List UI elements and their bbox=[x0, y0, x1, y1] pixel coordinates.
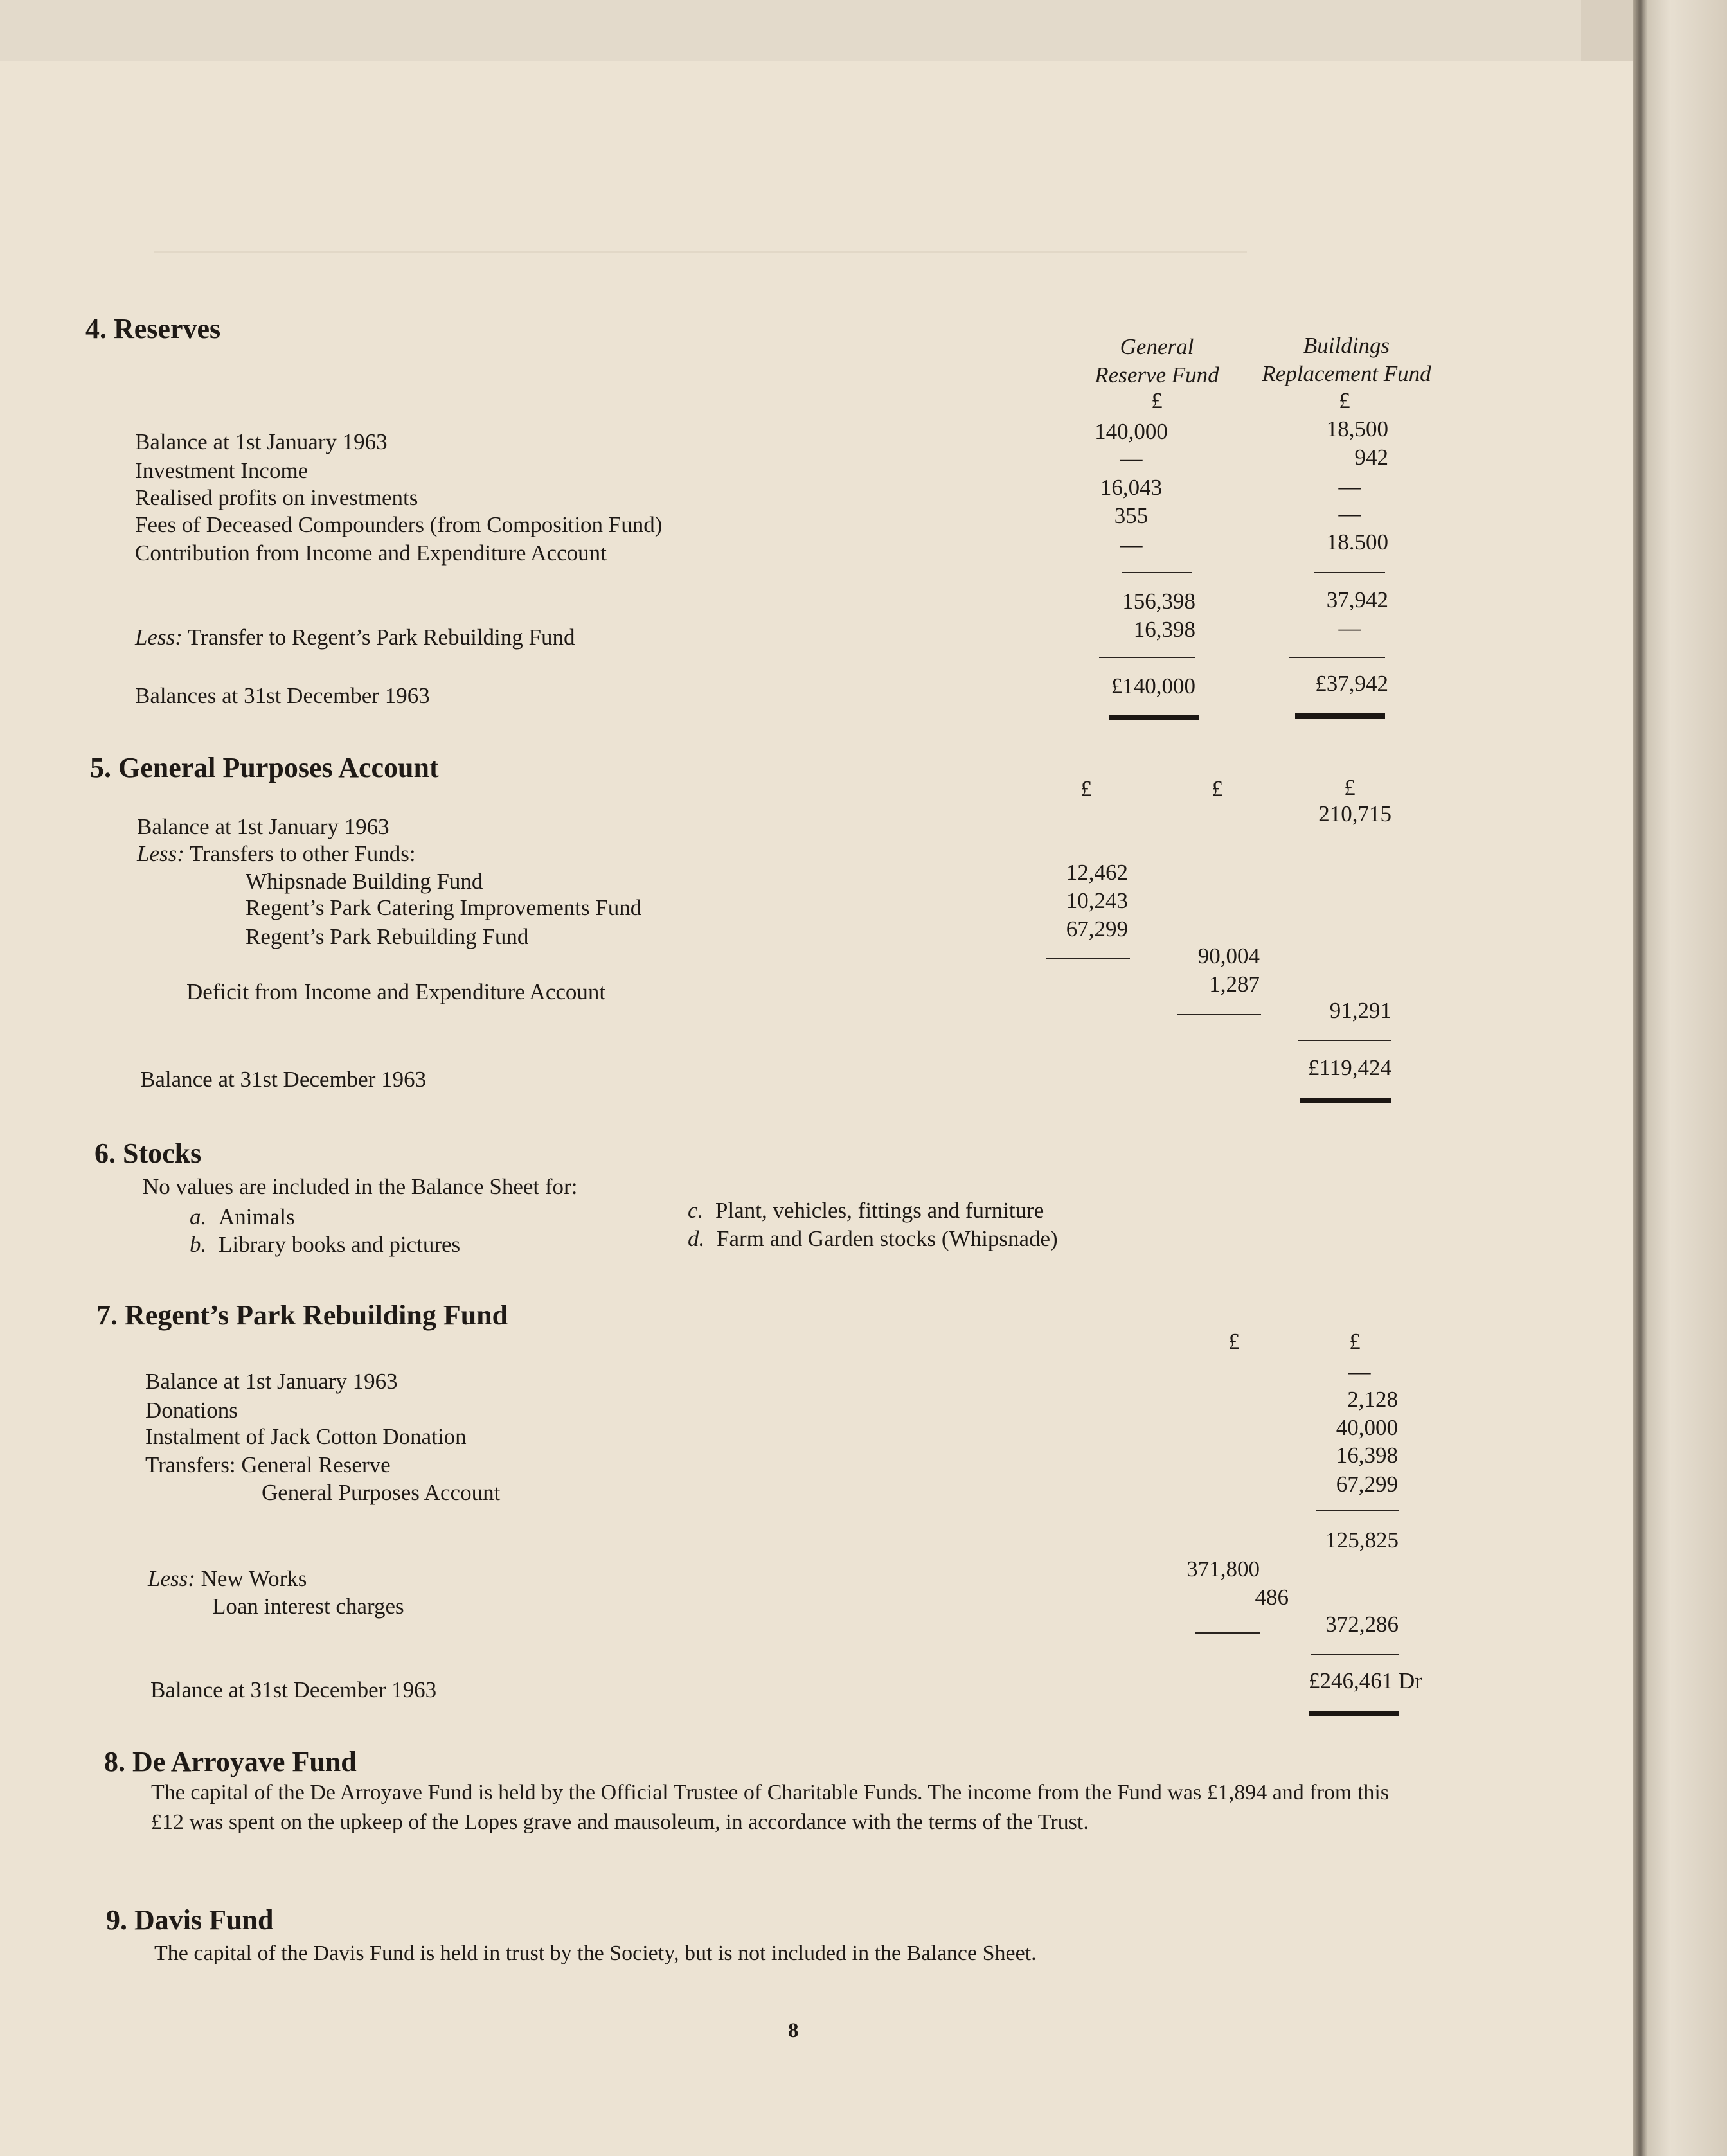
stocks-item bbox=[688, 1198, 1044, 1224]
item-text: Library books and pictures bbox=[219, 1232, 461, 1257]
currency-symbol: £ bbox=[1228, 1329, 1240, 1354]
currency-symbol: £ bbox=[1080, 776, 1092, 801]
reserves-balance-label: Balances at 31st December 1963 bbox=[135, 683, 430, 708]
reserves-row-label: Investment Income bbox=[135, 458, 309, 483]
currency-symbol: £ bbox=[1349, 1329, 1361, 1354]
currency-symbol: £ bbox=[1212, 776, 1223, 801]
double-underline bbox=[1295, 713, 1385, 719]
rebuild-row-label: Balance at 1st January 1963 bbox=[145, 1369, 398, 1394]
reserves-balance-value: £37,942 bbox=[1315, 671, 1388, 696]
rebuild-value: 2,128 bbox=[1347, 1387, 1398, 1412]
gpa-deficit-label: Deficit from Income and Expenditure Account bbox=[186, 979, 606, 1004]
reserves-value: — bbox=[1338, 474, 1361, 499]
reserves-value: — bbox=[1120, 446, 1143, 471]
davis-text: The capital of the Davis Fund is held in trust by the Society, but is not included in the Balance Sheet. bbox=[154, 1941, 1037, 1965]
currency-symbol: £ bbox=[1151, 388, 1163, 413]
reserves-subtotal: 156,398 bbox=[1122, 589, 1195, 614]
rebuild-less-item: Loan interest charges bbox=[212, 1594, 404, 1619]
col-head-buildings-line2: Replacement Fund bbox=[1262, 361, 1431, 386]
total-rule bbox=[1099, 657, 1195, 658]
gpa-transfer-label: Whipsnade Building Fund bbox=[246, 869, 483, 894]
gpa-heading: 5. General Purposes Account bbox=[90, 752, 439, 783]
item-letter: a. bbox=[190, 1204, 207, 1229]
gpa-deficit-value: 1,287 bbox=[1209, 972, 1260, 997]
reserves-row-label: Realised profits on investments bbox=[135, 485, 418, 510]
rebuild-value: — bbox=[1348, 1359, 1371, 1384]
less-item-label: New Works bbox=[201, 1566, 307, 1591]
rebuild-row-label-text: Transfers: General Reserve bbox=[145, 1452, 391, 1477]
rebuild-balance-label: Balance at 31st December 1963 bbox=[150, 1677, 437, 1702]
gpa-total-deductions: 91,291 bbox=[1329, 998, 1391, 1023]
rebuild-heading: 7. Regent’s Park Rebuilding Fund bbox=[96, 1299, 508, 1331]
arroyave-heading: 8. De Arroyave Fund bbox=[104, 1746, 357, 1777]
arroyave-text: The capital of the De Arroyave Fund is held by the Official Trustee of Charitable Funds. The income from the Fund was £1,894 and from this £12 was spent on the upkeep of the Lopes grave and mausoleum, in accordance with the terms of the Trust. bbox=[151, 1781, 1389, 1834]
less-prefix: Less: bbox=[148, 1566, 195, 1591]
total-rule bbox=[1298, 1040, 1391, 1041]
subtotal-rule bbox=[1122, 572, 1192, 573]
rebuild-value: 16,398 bbox=[1336, 1443, 1398, 1468]
rebuild-row-label: Donations bbox=[145, 1398, 238, 1423]
rebuild-row-label bbox=[145, 1452, 391, 1478]
reserves-heading: 4. Reserves bbox=[85, 313, 221, 344]
total-rule bbox=[1311, 1654, 1399, 1655]
item-text: Animals bbox=[219, 1204, 295, 1229]
gpa-opening-value: 210,715 bbox=[1318, 801, 1391, 826]
subtotal-rule bbox=[1195, 1632, 1260, 1634]
gpa-transfer-label: Regent’s Park Catering Improvements Fund bbox=[246, 895, 642, 920]
currency-symbol: £ bbox=[1339, 388, 1350, 413]
gpa-transfer-value: 10,243 bbox=[1066, 888, 1128, 913]
stocks-item bbox=[190, 1204, 295, 1230]
reserves-less-value: 16,398 bbox=[1133, 617, 1195, 642]
item-text: Plant, vehicles, fittings and furniture bbox=[715, 1198, 1044, 1223]
gpa-transfer-value: 12,462 bbox=[1066, 860, 1128, 885]
reserves-row-label: Fees of Deceased Compounders (from Composition Fund) bbox=[135, 512, 663, 537]
page-number: 8 bbox=[788, 2019, 799, 2042]
currency-symbol: £ bbox=[1344, 775, 1356, 800]
double-underline bbox=[1309, 1711, 1399, 1716]
col-head-buildings-replacement bbox=[1253, 332, 1440, 388]
subtotal-rule bbox=[1314, 572, 1385, 573]
gpa-transfers-total: 90,004 bbox=[1197, 943, 1260, 968]
gpa-transfer-label: Regent’s Park Rebuilding Fund bbox=[246, 924, 529, 949]
reserves-row-label: Contribution from Income and Expenditure Account bbox=[135, 540, 607, 566]
subtotal-rule bbox=[1316, 1510, 1399, 1511]
rebuild-value: 40,000 bbox=[1336, 1415, 1398, 1440]
stocks-intro: No values are included in the Balance Sheet for: bbox=[143, 1174, 578, 1199]
rebuild-balance-value: £246,461 Dr bbox=[1309, 1668, 1422, 1693]
item-letter: b. bbox=[190, 1232, 207, 1257]
rebuild-subtotal: 125,825 bbox=[1325, 1528, 1399, 1553]
col-head-general-line1: General bbox=[1120, 334, 1194, 359]
reserves-less-value: — bbox=[1338, 616, 1361, 641]
reserves-value: — bbox=[1338, 501, 1361, 526]
subtotal-rule bbox=[1046, 958, 1130, 959]
reserves-value: 18,500 bbox=[1326, 416, 1388, 441]
stocks-item bbox=[688, 1226, 1058, 1252]
reserves-value: — bbox=[1120, 532, 1143, 557]
reserves-row-label: Balance at 1st January 1963 bbox=[135, 429, 388, 454]
gpa-balance-label: Balance at 31st December 1963 bbox=[140, 1067, 427, 1092]
previous-page-edge bbox=[0, 0, 1581, 62]
gpa-opening-label: Balance at 1st January 1963 bbox=[137, 814, 389, 839]
bleed-through-texture bbox=[154, 251, 1247, 253]
item-text: Farm and Garden stocks (Whipsnade) bbox=[717, 1226, 1058, 1251]
stocks-item bbox=[190, 1232, 460, 1258]
less-prefix: Less: bbox=[137, 841, 184, 866]
gpa-transfer-value: 67,299 bbox=[1066, 916, 1128, 941]
item-letter: d. bbox=[688, 1226, 705, 1251]
rebuild-less-value: 486 bbox=[1255, 1585, 1289, 1610]
col-head-general-reserve bbox=[1080, 333, 1234, 389]
reserves-balance-value: £140,000 bbox=[1111, 673, 1195, 699]
less-label: Transfers to other Funds: bbox=[190, 841, 416, 866]
col-head-general-line2: Reserve Fund bbox=[1095, 362, 1219, 388]
reserves-less-line bbox=[135, 625, 575, 650]
rebuild-row-label: Instalment of Jack Cotton Donation bbox=[145, 1424, 467, 1449]
rebuild-row-label: General Purposes Account bbox=[262, 1480, 501, 1505]
total-rule bbox=[1289, 657, 1385, 658]
gpa-less-line bbox=[137, 841, 416, 867]
rebuild-less-value: 371,800 bbox=[1186, 1556, 1260, 1581]
double-underline bbox=[1300, 1098, 1391, 1103]
item-letter: c. bbox=[688, 1198, 704, 1223]
book-spine-edge bbox=[1633, 0, 1727, 2156]
double-underline bbox=[1109, 715, 1199, 720]
reserves-value: 355 bbox=[1114, 503, 1149, 528]
rebuild-less-total: 372,286 bbox=[1325, 1612, 1399, 1637]
davis-heading: 9. Davis Fund bbox=[106, 1904, 274, 1936]
stocks-heading: 6. Stocks bbox=[94, 1137, 202, 1169]
col-head-buildings-line1: Buildings bbox=[1303, 333, 1390, 358]
reserves-subtotal: 37,942 bbox=[1326, 587, 1388, 612]
rebuild-less-line bbox=[148, 1566, 307, 1592]
less-label: Transfer to Regent’s Park Rebuilding Fund bbox=[188, 625, 575, 650]
less-prefix: Less: bbox=[135, 625, 183, 650]
reserves-value: 18.500 bbox=[1326, 530, 1388, 555]
reserves-value: 140,000 bbox=[1095, 419, 1168, 444]
gpa-balance-value: £119,424 bbox=[1308, 1055, 1391, 1080]
rebuild-value: 67,299 bbox=[1336, 1472, 1398, 1497]
subtotal-rule bbox=[1177, 1014, 1261, 1015]
reserves-value: 16,043 bbox=[1100, 475, 1163, 500]
reserves-value: 942 bbox=[1354, 445, 1388, 470]
